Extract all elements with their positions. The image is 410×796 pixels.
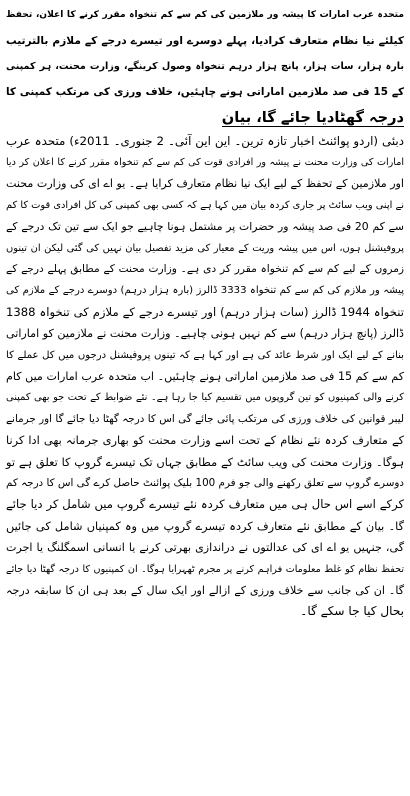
article-body — [6, 131, 404, 623]
body-line: کے متعارف کردہ نئے نظام کے تحت اسے وزارت محنت کو بھاری جرمانہ بھی ادا کرنا — [6, 433, 404, 448]
body-line: امارات کی وزارت محنت نے پیشہ ور افرادی قوت کی کم سے کم تنخواہ مقرر کرنے کا اعلان کر دیا — [6, 156, 404, 168]
body-line: بنانے کے لیے ایک اور شرط عائد کی ہے اور کہا ہے کہ تینوں پروفیشنل درجوں میں کل عملے کا — [6, 349, 404, 361]
body-line: لیبر قوانین کی خلاف ورزی کی مرتکب پائی جائے گی اس کا درجہ گھٹا دیا جائے گا اور جرمانے — [6, 412, 404, 425]
headline-line: کے 15 فی صد ملازمین اماراتی ہونے چاہئیں، خلاف ورزی کی مرتکب کمپنی کا — [6, 85, 404, 98]
body-line: زمروں کے لیے کم سے کم تنخواہ مقرر کر دی ہے۔ وزارت محنت کے مطابق پہلے درجے کے — [6, 262, 404, 275]
body-line: کرنے والی کمپنیوں کو تین گروپوں میں تقسیم کیا جا رہا ہے۔ نئے ضوابط کے تحت جو بھی کمپنی — [6, 392, 404, 404]
headline-underlined-text: درجہ گھٹادیا جائے گا، بیان — [221, 109, 404, 126]
body-line: کرکے اسے اس حال ہی میں متعارف کردہ نئے تیسرے گروپ میں شامل کر دیا جائے — [6, 497, 404, 512]
body-line: ہوگا۔ وزارت محنت کی ویب سائٹ کے مطابق جہاں تک تیسرے گروپ کا تعلق ہے تو — [6, 454, 404, 469]
body-line: پروفیشنل ہوں، اس میں پیشہ وریت کے معیار کی مزید تفصیل بیان نہیں کی گئی لیکن ان تینوں — [6, 242, 404, 254]
headline-line: کیلئے نیا نظام متعارف کرادیا، پہلے دوسرے اور تیسرے درجے کے ملازم بالترتیب — [6, 34, 404, 47]
body-line: کم سے کم 15 فی صد ملازمین اماراتی ہونے چاہئیں۔ اب متحدہ عرب امارات میں کام — [6, 369, 404, 383]
headline-line-last — [6, 105, 404, 131]
body-line: گی، جنہیں یو اے ای کی عدالتوں نے دراندازی بھرتی کرنے یا انسانی اسمگلنگ یا اجرت — [6, 541, 404, 555]
body-line: پیشہ ور ملازم کی کم سے کم تنخواہ 3333 ڈالرز (بارہ ہزار درہم) دوسرے درجے کے ملازم کی — [6, 285, 405, 297]
body-line: گا۔ بیان کے مطابق نئے متعارف کردہ تیسرے گروپ میں وہ کمپنیاں شامل کی جائیں — [6, 518, 404, 533]
body-line: ڈالرز (پانچ ہزار درہم) سے کم نہیں ہونی چاہیے۔ وزارت محنت نے ملازمین کو اماراتی — [6, 327, 404, 341]
body-line: تحفظ نظام کو غلط معلومات فراہم کرنے پر مجرم ٹھہرایا ہوگا۔ ان کمپنیوں کا درجہ گھٹا دیا جائے — [6, 563, 404, 575]
body-line: دبئی (اردو پوائنٹ اخبار تازہ ترین۔ این این آئی۔ 2 جنوری۔ 2011ء) متحدہ عرب — [6, 133, 404, 148]
headline-line: متحدہ عرب امارات کا پیشہ ور ملازمین کی کم سے کم تنخواہ مقرر کرنے کا اعلان، تحفظ — [6, 10, 404, 20]
body-line: نے اپنی ویب سائٹ پر جاری کردہ بیان میں کہا ہے کہ کسی بھی کمپنی کی کل افرادی قوت کا کم — [5, 199, 404, 211]
body-line: سے کم 20 فی صد پیشہ ور حضرات پر مشتمل ہونا چاہیے جو ایک سے تین تک درجے کے — [6, 220, 404, 234]
body-line: اور ملازمین کے تحفظ کے لیے ایک نیا نظام متعارف کرایا ہے۔ یو اے ای کی وزارت محنت — [6, 177, 404, 191]
headline-line: بارہ ہزار، سات ہزار، پانچ ہزار درہم تنخواہ وصول کرینگے، وزارت محنت، ہر کمپنی — [6, 61, 404, 72]
body-line: گا۔ ان کی جانب سے خلاف ورزی کے ازالے اور ایک سال کے بعد ہی ان کا سابقہ درجہ — [6, 584, 404, 598]
body-line: دوسرے گروپ سے تعلق رکھنے والی جو فرم 100 بلیک پوائنٹ حاصل کرے گی اس کا درجہ کم — [6, 477, 404, 489]
article-headline — [6, 3, 404, 131]
body-line-last: بحال کیا جا سکے گا۔ — [300, 604, 404, 619]
body-line: تنخواہ 1944 ڈالرز (سات ہزار درہم) اور تیسرے درجے کے ملازم کی تنخواہ 1388 — [6, 304, 404, 319]
